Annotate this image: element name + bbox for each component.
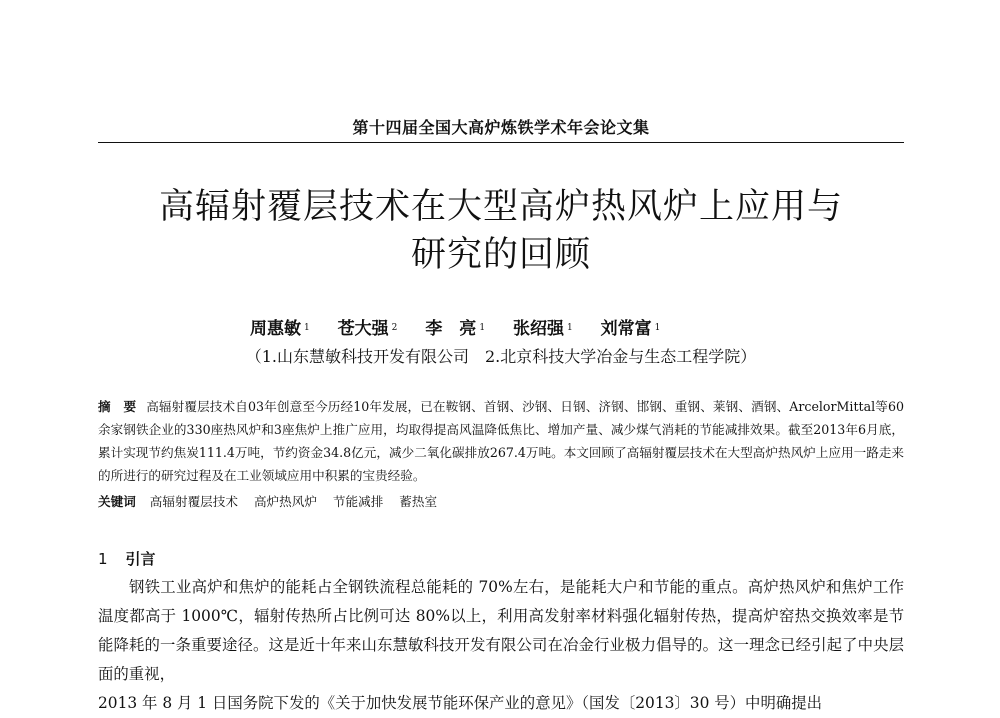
keyword: 高炉热风炉: [253, 494, 317, 509]
header-rule: [98, 142, 904, 143]
author-affiliation-mark: 1: [566, 323, 573, 333]
paper-title-line-1: 高辐射覆层技术在大型高炉热风炉上应用与: [158, 187, 843, 227]
author-name: 苍大强: [337, 319, 389, 339]
affiliations: （1.山东慧敏科技开发有限公司 2.北京科技大学冶金与生态工程学院）: [245, 347, 757, 366]
abstract: [98, 395, 904, 487]
keyword: 蓄热室: [399, 494, 438, 509]
author: [513, 314, 573, 339]
abstract-text: 高辐射覆层技术自03年创意至今历经10年发展，已在鞍钢、首钢、沙钢、日钢、济钢、邯钢、重钢、莱钢、酒钢、ArcelorMittal等60余家钢铁企业的330座热风炉和3座焦炉上推广应用，均取得提高风温降低焦比、增加产量、减少煤气消耗的节能减排效果。截至2013年6月底，累计实现节约焦炭111.4万吨，节约资金34.8亿元，减少二氧化碳排放267.4万吨。本文回顾了高辐射覆层技术在大型高炉热风炉上应用一路走来的所进行的研究过程及在工业领域应用中积累的宝贵经验。: [98, 399, 904, 483]
keywords-label: 关键词: [98, 494, 136, 509]
section-heading: [98, 548, 156, 569]
author-name: 张绍强: [512, 319, 564, 339]
author-name: 周惠敏: [250, 319, 301, 339]
author-name: 刘常富: [600, 319, 652, 339]
body-text: [98, 573, 904, 718]
author: [250, 314, 310, 339]
author-affiliation-mark: 1: [479, 323, 486, 333]
section-number: 1: [98, 550, 108, 568]
body-paragraph: 2013 年 8 月 1 日国务院下发的《关于加快发展节能环保产业的意见》（国发〔2013〕30 号）中明确提出: [98, 694, 823, 712]
author-affiliation-mark: 1: [304, 323, 310, 333]
body-paragraph: 钢铁工业高炉和焦炉的能耗占全钢铁流程总能耗的 70%左右，是能耗大户和节能的重点。高炉热风炉和焦炉工作温度都高于 1000℃，辐射传热所占比例可达 80%以上，利用高发射率材料强化辐射传热，提高炉窑热交换效率是节能降耗的一条重要途径。这是近十年来山东慧敏科技开发有限公司在冶金行业极力倡导的。这一理念已经引起了中央层面的重视，: [98, 578, 904, 683]
paper-title-line-2: 研究的回顾: [410, 235, 591, 275]
author: [425, 314, 485, 339]
author-affiliation-mark: 2: [391, 323, 398, 333]
keyword: 高辐射覆层技术: [149, 494, 238, 509]
author-name: 李 亮: [425, 319, 477, 339]
section-title: 引言: [125, 550, 156, 568]
keyword: 节能减排: [332, 494, 384, 509]
running-header: 第十四届全国大高炉炼铁学术年会论文集: [352, 118, 650, 137]
author: [338, 314, 398, 339]
abstract-label: 摘 要: [98, 399, 137, 414]
author: [601, 314, 661, 339]
author-list: [250, 314, 760, 339]
keywords: [98, 491, 904, 510]
author-affiliation-mark: 1: [654, 323, 661, 333]
